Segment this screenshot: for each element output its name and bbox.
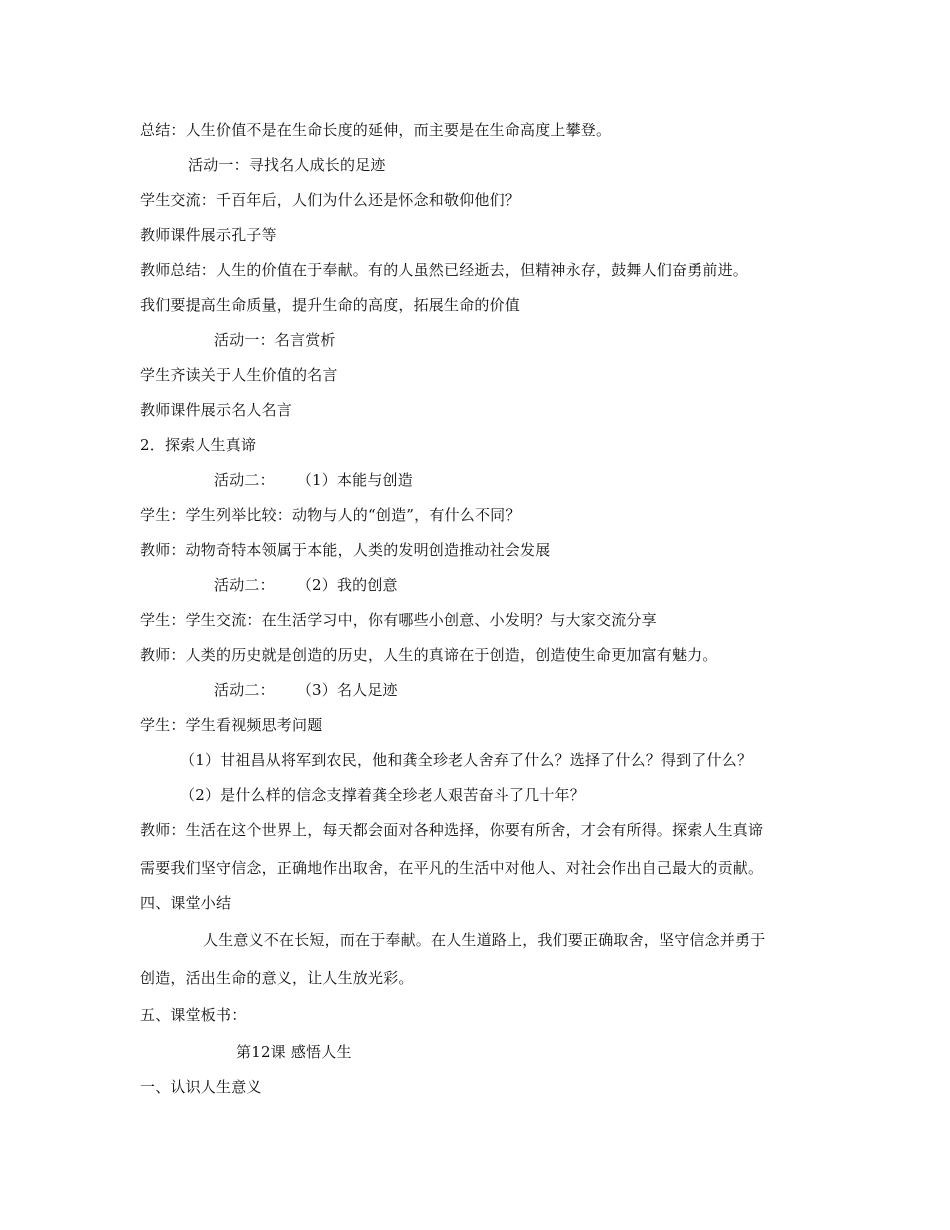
section-heading: 一、认识人生意义 [140, 1078, 262, 1096]
activity-title: （2）我的创意 [296, 576, 398, 594]
activity-title: （1）本能与创造 [296, 471, 413, 489]
activity-label: 活动二： [214, 471, 275, 489]
paragraph-line: 创造，活出生命的意义，让人生放光彩。 [140, 969, 414, 987]
teacher-summary-line: 教师总结：人生的价值在于奉献。有的人虽然已经逝去，但精神永存，鼓舞人们奋勇前进。 [140, 261, 749, 279]
teacher-line: 教师：生活在这个世界上，每天都会面对各种选择，你要有所舍，才会有所得。探索人生真谛 [140, 821, 764, 839]
activity-title: （3）名人足迹 [296, 681, 398, 699]
activity-heading: 活动一：寻找名人成长的足迹 [188, 156, 386, 174]
activity-label: 活动二： [214, 681, 275, 699]
activity-label: 活动二： [214, 576, 275, 594]
question-item: （2）是什么样的信念支撑着龚全珍老人艰苦奋斗了几十年？ [180, 786, 585, 804]
student-line: 学生：学生看视频思考问题 [140, 716, 323, 734]
paragraph-line: 教师课件展示名人名言 [140, 401, 293, 419]
student-line: 学生：学生交流：在生活学习中，你有哪些小创意、小发明？与大家交流分享 [140, 611, 657, 629]
activity-heading [214, 470, 413, 490]
board-title: 第12课 感悟人生 [236, 1043, 352, 1061]
teacher-courseware-line: 教师课件展示孔子等 [140, 226, 277, 244]
section-heading: 五、课堂板书： [140, 1006, 247, 1024]
activity-heading [214, 575, 398, 595]
section-heading: 四、课堂小结 [140, 894, 232, 912]
activity-heading: 活动一：名言赏析 [214, 331, 336, 349]
summary-line: 总结：人生价值不是在生命长度的延伸，而主要是在生命高度上攀登。 [140, 121, 612, 139]
question-item: （1）甘祖昌从将军到农民，他和龚全珍老人舍弃了什么？选择了什么？得到了什么？ [180, 751, 753, 769]
activity-heading [214, 680, 398, 700]
teacher-line: 教师：动物奇特本领属于本能，人类的发明创造推动社会发展 [140, 541, 551, 559]
paragraph-line: 人生意义不在长短，而在于奉献。在人生道路上，我们要正确取舍，坚守信念并勇于 [203, 931, 766, 949]
paragraph-line: 我们要提高生命质量，提升生命的高度，拓展生命的价值 [140, 296, 521, 314]
student-exchange-line: 学生交流：千百年后，人们为什么还是怀念和敬仰他们？ [140, 191, 521, 209]
paragraph-line: 学生齐读关于人生价值的名言 [140, 366, 338, 384]
paragraph-line: 需要我们坚守信念，正确地作出取舍，在平凡的生活中对他人、对社会作出自己最大的贡献。 [140, 859, 764, 877]
teacher-line: 教师：人类的历史就是创造的历史，人生的真谛在于创造，创造使生命更加富有魅力。 [140, 646, 718, 664]
section-heading: 2．探索人生真谛 [140, 436, 257, 454]
student-line: 学生：学生列举比较：动物与人的“创造”，有什么不同？ [140, 506, 521, 524]
